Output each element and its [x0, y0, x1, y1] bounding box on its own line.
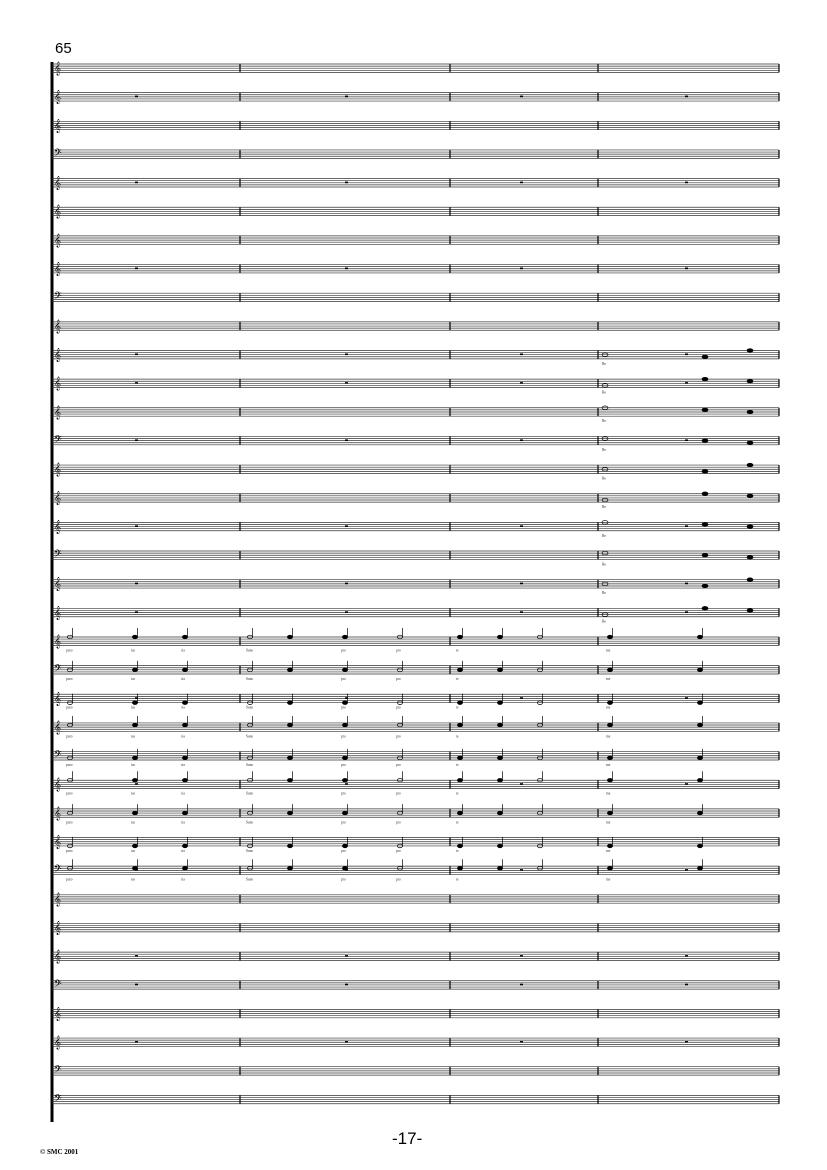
lyric-syllable: ria [181, 648, 185, 653]
measure-rest [685, 439, 688, 441]
measure-rest [345, 525, 348, 527]
lyric-syllable: pro [396, 762, 401, 767]
note-head [607, 635, 612, 639]
measure-rest [345, 1041, 348, 1043]
bass-clef-icon: 𝄢 [54, 290, 62, 305]
lyric-syllable: Be [602, 562, 606, 567]
bass-clef-icon: 𝄢 [54, 433, 62, 448]
note-head [342, 668, 347, 672]
lyric-syllable: te [456, 762, 459, 767]
lyric-syllable: Be [602, 533, 606, 538]
note-head [132, 778, 137, 782]
treble-clef-icon: 𝄞 [54, 118, 62, 133]
lyric-syllable: puro [66, 648, 73, 653]
lyric-syllable: Be [602, 361, 606, 366]
measure-rest [135, 783, 138, 785]
note-head [497, 866, 502, 870]
treble-clef-icon: 𝄞 [54, 834, 62, 849]
note-head [497, 811, 502, 815]
lyric-syllable: Be [602, 619, 606, 624]
lyric-syllable: Sano [246, 848, 254, 853]
measure-rest [520, 611, 523, 613]
note-head [747, 494, 753, 498]
measure-rest [135, 984, 138, 986]
note-head [457, 844, 462, 848]
lyric-syllable: Sano [246, 705, 254, 710]
note-head [457, 701, 462, 705]
note-head [702, 355, 708, 359]
note-head [182, 668, 187, 672]
treble-clef-icon: 𝄞 [54, 404, 62, 419]
treble-clef-icon: 𝄞 [54, 949, 62, 964]
note-head [697, 811, 702, 815]
measure-rest [520, 984, 523, 986]
measure-rest [685, 611, 688, 613]
measure-rest [345, 955, 348, 957]
lyric-syllable: Be [602, 505, 606, 510]
note-head [132, 844, 137, 848]
lyric-syllable: te [456, 677, 459, 682]
measure-rest [520, 869, 523, 871]
lyric-syllable: tas [131, 734, 135, 739]
note-head [287, 668, 292, 672]
treble-clef-icon: 𝄞 [54, 89, 62, 104]
lyric-syllable: tas [131, 877, 135, 882]
lyric-syllable: Sano [246, 877, 254, 882]
lyric-syllable: Sano [246, 762, 254, 767]
lyric-syllable: Sano [246, 648, 254, 653]
bass-clef-icon: 𝄢 [54, 1092, 62, 1107]
note-head [132, 756, 137, 760]
lyric-syllable: puro [66, 762, 73, 767]
note-head [182, 778, 187, 782]
note-head [287, 635, 292, 639]
note-head [747, 463, 753, 467]
lyric-syllable: pro [396, 791, 401, 796]
treble-clef-icon: 𝄞 [54, 891, 62, 906]
lyric-syllable: ria [181, 705, 185, 710]
bass-clef-icon: 𝄢 [54, 863, 62, 878]
treble-clef-icon: 𝄞 [54, 318, 62, 333]
lyric-syllable: te [456, 648, 459, 653]
treble-clef-icon: 𝄞 [54, 490, 62, 505]
measure-rest [685, 697, 688, 699]
note-head [342, 723, 347, 727]
note-head [702, 439, 708, 443]
lyric-syllable: pro [341, 705, 346, 710]
lyric-syllable: Sano [246, 677, 254, 682]
measure-rest [135, 955, 138, 957]
measure-rest [685, 1041, 688, 1043]
note-head [287, 844, 292, 848]
measure-rest [345, 984, 348, 986]
measure-rest [345, 611, 348, 613]
measure-rest [345, 439, 348, 441]
lyric-syllable: pro [396, 677, 401, 682]
lyric-syllable: Sano [246, 820, 254, 825]
note-head [607, 723, 612, 727]
note-head [747, 578, 753, 582]
measure-rest [135, 182, 138, 184]
note-head [342, 756, 347, 760]
note-head [747, 379, 753, 383]
note-head [702, 470, 708, 474]
note-head [497, 668, 502, 672]
lyric-syllable: te [456, 820, 459, 825]
note-head [342, 866, 347, 870]
lyric-syllable: Be [602, 390, 606, 395]
note-head [182, 811, 187, 815]
note-head [132, 635, 137, 639]
lyric-syllable: me [606, 762, 611, 767]
lyric-syllable: puro [66, 677, 73, 682]
note-head [747, 525, 753, 529]
treble-clef-icon: 𝄞 [54, 519, 62, 534]
lyric-syllable: pro [341, 677, 346, 682]
treble-clef-icon: 𝄞 [54, 175, 62, 190]
lyric-syllable: pro [341, 820, 346, 825]
lyric-syllable: pro [341, 734, 346, 739]
note-head [607, 756, 612, 760]
treble-clef-icon: 𝄞 [54, 347, 62, 362]
measure-rest [685, 96, 688, 98]
note-head [497, 778, 502, 782]
measure-rest [345, 382, 348, 384]
lyric-syllable: puro [66, 791, 73, 796]
treble-clef-icon: 𝄞 [54, 204, 62, 219]
lyric-syllable: ria [181, 877, 185, 882]
note-head [457, 778, 462, 782]
measure-rest [685, 869, 688, 871]
measure-rest [520, 583, 523, 585]
note-head [342, 635, 347, 639]
lyric-syllable: tas [131, 848, 135, 853]
note-head [287, 756, 292, 760]
measure-rest [135, 1041, 138, 1043]
lyric-syllable: pro [396, 848, 401, 853]
lyric-syllable: pro [396, 877, 401, 882]
lyric-syllable: puro [66, 848, 73, 853]
lyric-syllable: tas [131, 705, 135, 710]
treble-clef-icon: 𝄞 [54, 805, 62, 820]
note-head [497, 756, 502, 760]
lyric-syllable: te [456, 734, 459, 739]
bass-clef-icon: 𝄢 [54, 548, 62, 563]
measure-rest [135, 96, 138, 98]
lyric-syllable: pro [341, 762, 346, 767]
measure-rest [520, 1041, 523, 1043]
measure-rest [520, 525, 523, 527]
measure-rest [520, 353, 523, 355]
note-head [697, 866, 702, 870]
lyric-syllable: ria [181, 677, 185, 682]
note-head [697, 635, 702, 639]
measure-rest [520, 439, 523, 441]
note-head [457, 866, 462, 870]
measure-rest [135, 382, 138, 384]
lyric-syllable: tas [131, 762, 135, 767]
measure-rest [685, 182, 688, 184]
lyric-syllable: pro [341, 791, 346, 796]
note-head [697, 701, 702, 705]
lyric-syllable: pro [396, 648, 401, 653]
note-head [697, 778, 702, 782]
note-head [497, 635, 502, 639]
lyric-syllable: Be [602, 591, 606, 596]
lyric-syllable: me [606, 648, 611, 653]
note-head [697, 668, 702, 672]
lyric-syllable: tas [131, 791, 135, 796]
bass-clef-icon: 𝄢 [54, 748, 62, 763]
note-head [497, 701, 502, 705]
lyric-syllable: pro [396, 734, 401, 739]
measure-rest [345, 96, 348, 98]
lyric-syllable: pro [396, 705, 401, 710]
lyric-syllable: te [456, 848, 459, 853]
measure-rest [345, 583, 348, 585]
note-head [697, 844, 702, 848]
lyric-syllable: Be [602, 447, 606, 452]
lyric-syllable: ria [181, 791, 185, 796]
note-head [287, 701, 292, 705]
measure-rest [520, 96, 523, 98]
measure-rest [135, 439, 138, 441]
measure-rest [685, 353, 688, 355]
measure-rest [685, 268, 688, 270]
lyric-syllable: Sano [246, 791, 254, 796]
lyric-syllable: tas [131, 820, 135, 825]
lyric-syllable: puro [66, 877, 73, 882]
lyric-syllable: tas [131, 677, 135, 682]
note-head [182, 723, 187, 727]
lyric-syllable: ria [181, 820, 185, 825]
lyric-syllable: me [606, 791, 611, 796]
treble-clef-icon: 𝄞 [54, 376, 62, 391]
note-head [607, 778, 612, 782]
lyric-syllable: me [606, 677, 611, 682]
bass-clef-icon: 𝄢 [54, 977, 62, 992]
bass-clef-icon: 𝄢 [54, 662, 62, 677]
note-head [287, 866, 292, 870]
lyric-syllable: me [606, 705, 611, 710]
note-head [697, 723, 702, 727]
note-head [702, 607, 708, 611]
treble-clef-icon: 𝄞 [54, 232, 62, 247]
lyric-syllable: te [456, 705, 459, 710]
measure-rest [345, 268, 348, 270]
note-head [747, 410, 753, 414]
measure-rest [685, 525, 688, 527]
measure-number: 65 [55, 40, 72, 57]
lyric-syllable: me [606, 877, 611, 882]
note-head [497, 844, 502, 848]
measure-rest [135, 268, 138, 270]
note-head [702, 553, 708, 557]
note-head [747, 441, 753, 445]
note-head [132, 668, 137, 672]
note-head [132, 866, 137, 870]
note-head [287, 723, 292, 727]
lyric-syllable: tas [131, 648, 135, 653]
measure-rest [345, 353, 348, 355]
page-number: -17- [392, 1129, 423, 1148]
note-head [702, 523, 708, 527]
treble-clef-icon: 𝄞 [54, 605, 62, 620]
lyric-syllable: ria [181, 762, 185, 767]
note-head [342, 701, 347, 705]
treble-clef-icon: 𝄞 [54, 1035, 62, 1050]
note-head [182, 756, 187, 760]
measure-rest [685, 783, 688, 785]
note-head [607, 811, 612, 815]
note-head [182, 844, 187, 848]
lyric-syllable: te [456, 877, 459, 882]
treble-clef-icon: 𝄞 [54, 633, 62, 648]
note-head [747, 349, 753, 353]
note-head [457, 635, 462, 639]
measure-rest [685, 382, 688, 384]
treble-clef-icon: 𝄞 [54, 261, 62, 276]
treble-clef-icon: 𝄞 [54, 61, 62, 75]
note-head [607, 866, 612, 870]
note-head [182, 701, 187, 705]
measure-rest [520, 182, 523, 184]
measure-rest [520, 697, 523, 699]
note-head [132, 701, 137, 705]
note-head [342, 811, 347, 815]
note-head [697, 756, 702, 760]
measure-rest [135, 353, 138, 355]
lyric-syllable: me [606, 820, 611, 825]
note-head [132, 723, 137, 727]
treble-clef-icon: 𝄞 [54, 719, 62, 734]
treble-clef-icon: 𝄞 [54, 1006, 62, 1021]
note-head [342, 778, 347, 782]
note-head [457, 756, 462, 760]
measure-rest [685, 955, 688, 957]
lyric-syllable: puro [66, 705, 73, 710]
note-head [607, 844, 612, 848]
treble-clef-icon: 𝄞 [54, 920, 62, 935]
lyric-syllable: te [456, 791, 459, 796]
measure-rest [135, 611, 138, 613]
measure-rest [685, 984, 688, 986]
measure-rest [135, 525, 138, 527]
treble-clef-icon: 𝄞 [54, 462, 62, 477]
note-head [182, 866, 187, 870]
lyric-syllable: pro [396, 820, 401, 825]
note-head [702, 408, 708, 412]
treble-clef-icon: 𝄞 [54, 691, 62, 706]
note-head [702, 584, 708, 588]
note-head [702, 377, 708, 381]
lyric-syllable: Sano [246, 734, 254, 739]
note-head [287, 778, 292, 782]
note-head [132, 811, 137, 815]
note-head [342, 844, 347, 848]
measure-rest [520, 382, 523, 384]
measure-rest [520, 955, 523, 957]
note-head [702, 492, 708, 496]
note-head [457, 723, 462, 727]
note-head [747, 556, 753, 560]
lyric-syllable: puro [66, 734, 73, 739]
measure-rest [685, 583, 688, 585]
lyric-syllable: puro [66, 820, 73, 825]
lyric-syllable: me [606, 734, 611, 739]
note-head [747, 609, 753, 613]
note-head [287, 811, 292, 815]
lyric-syllable: pro [341, 848, 346, 853]
note-head [607, 668, 612, 672]
measure-rest [135, 583, 138, 585]
bass-clef-icon: 𝄢 [54, 1063, 62, 1078]
lyric-syllable: Be [602, 476, 606, 481]
lyric-syllable: pro [341, 648, 346, 653]
lyric-syllable: ria [181, 848, 185, 853]
treble-clef-icon: 𝄞 [54, 576, 62, 591]
note-head [457, 811, 462, 815]
note-head [497, 723, 502, 727]
note-head [182, 635, 187, 639]
note-head [457, 668, 462, 672]
measure-rest [520, 783, 523, 785]
note-head [607, 701, 612, 705]
lyric-syllable: me [606, 848, 611, 853]
lyric-syllable: pro [341, 877, 346, 882]
measure-rest [520, 268, 523, 270]
lyric-syllable: ria [181, 734, 185, 739]
copyright-notice: © SMC 2001 [40, 1148, 79, 1156]
measure-rest [345, 783, 348, 785]
bass-clef-icon: 𝄢 [54, 146, 62, 161]
measure-rest [345, 182, 348, 184]
treble-clef-icon: 𝄞 [54, 777, 62, 792]
lyric-syllable: Be [602, 419, 606, 424]
